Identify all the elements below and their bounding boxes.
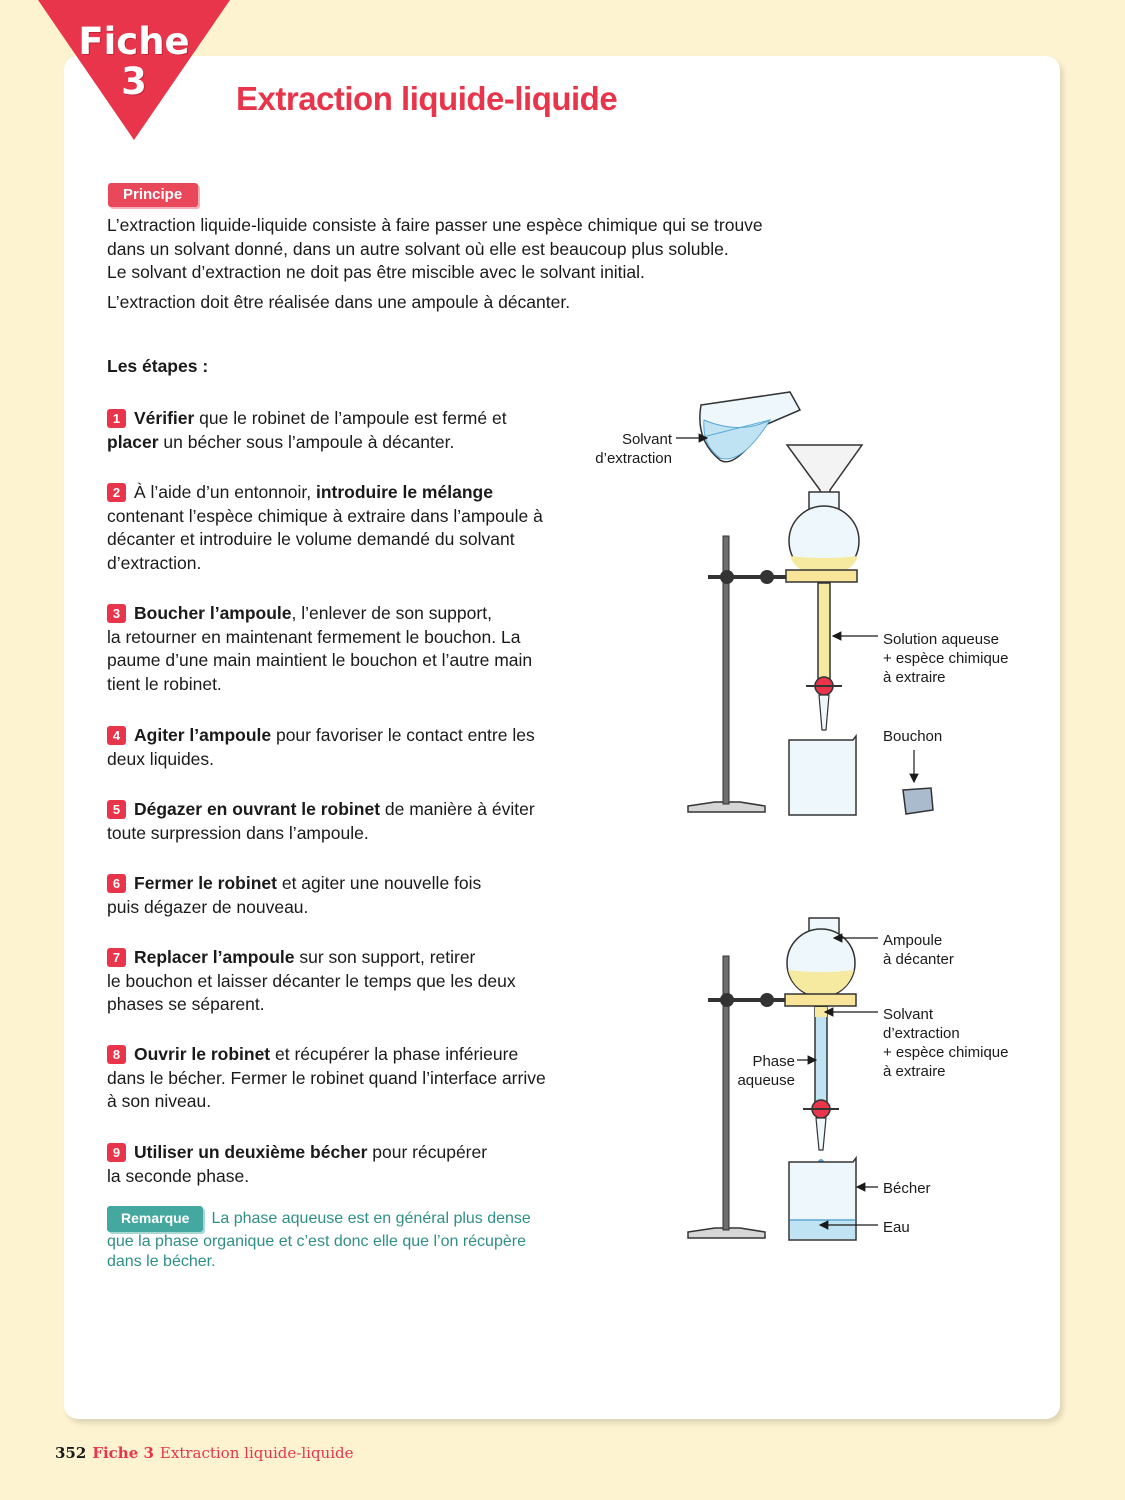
page-footer (55, 1444, 353, 1462)
principe-line: L’extraction doit être réalisée dans une ampoule à décanter. (107, 291, 571, 312)
label-solvant: Solvant (621, 431, 672, 448)
label-bouchon: Bouchon (883, 728, 943, 745)
step-number: 7 (107, 948, 126, 967)
step-bold: Agiter l’ampoule (134, 725, 272, 745)
step-bold: introduire le mélange (315, 482, 493, 502)
remarque-text: La phase aqueuse est en général plus dense que la phase organique et c’est donc elle que l’on récupère dans le bécher. (107, 1210, 531, 1270)
step-number: 8 (107, 1045, 126, 1064)
pouring-flask (700, 392, 800, 462)
page-title: Extraction liquide-liquide (236, 80, 618, 117)
step-bold: Replacer l’ampoule (134, 947, 295, 967)
step-number: 4 (107, 726, 126, 745)
step-text: que le robinet de l’ampoule est fermé et (194, 408, 507, 428)
step-bold: Vérifier (134, 408, 195, 428)
separatory-funnel-2 (785, 918, 856, 1180)
steps-heading: Les étapes : (107, 356, 209, 376)
footer-title: Extraction liquide-liquide (159, 1444, 354, 1462)
step-number: 5 (107, 800, 126, 819)
step-text: la seconde phase. (107, 1165, 250, 1186)
label-becher: Bécher (883, 1180, 931, 1197)
step-text: puis dégazer de nouveau. (107, 896, 309, 917)
label-phase: aqueuse (737, 1072, 795, 1089)
label-ampoule: à décanter (883, 951, 954, 968)
label-solvant-2: à extraire (883, 1063, 946, 1080)
step-bold: placer (107, 431, 159, 452)
step-text: , l’enlever de son support, (291, 603, 492, 623)
step-number: 3 (107, 604, 126, 623)
principe-line: dans un solvant donné, dans un autre solvant où elle est beaucoup plus soluble. (107, 238, 729, 259)
stopper (903, 788, 933, 814)
label-solvant-2: Solvant (883, 1006, 934, 1023)
step-bold: Dégazer en ouvrant le robinet (134, 799, 381, 819)
step-bold: Ouvrir le robinet (134, 1044, 271, 1064)
step-text: pour favoriser le contact entre les deux liquides. (107, 725, 535, 769)
label-solvant-2: + espèce chimique (883, 1044, 1009, 1061)
label-solution: à extraire (883, 669, 946, 686)
label-solution: Solution aqueuse (883, 631, 999, 648)
step-text: contenant l’espèce chimique à extraire dans l’ampoule à décanter et introduire le volume demandé du solvant d’extraction. (107, 505, 543, 573)
step-bold: Fermer le robinet (134, 873, 277, 893)
label-solvant: d’extraction (595, 450, 672, 467)
label-solvant-2: d’extraction (883, 1025, 960, 1042)
label-ampoule: Ampoule (883, 932, 943, 949)
step-text: et agiter une nouvelle fois (276, 873, 482, 893)
step-text: et récupérer la phase inférieure dans le bécher. Fermer le robinet quand l’interface arrive à son niveau. (107, 1044, 546, 1111)
step-text: le bouchon et laisser décanter le temps que les deux phases se séparent. (107, 970, 516, 1014)
step-text: sur son support, retirer (294, 947, 476, 967)
step-number: 1 (107, 409, 126, 428)
remarque-tag: Remarque (107, 1206, 203, 1232)
label-phase: Phase (752, 1053, 795, 1070)
step-bold: Boucher l’ampoule (134, 603, 292, 623)
step-text: la retourner en maintenant fermement le bouchon. La paume d’une main maintient le bouchon et l’autre main tient le robinet. (107, 626, 533, 694)
stand-1 (688, 536, 790, 812)
step-number: 9 (107, 1143, 126, 1162)
separatory-funnel-1 (786, 492, 859, 730)
principe-line: Le solvant d’extraction ne doit pas être miscible avec le solvant initial. (107, 262, 645, 282)
footer-fiche: Fiche 3 (92, 1444, 154, 1462)
beaker-1 (789, 736, 856, 815)
principe-tag: Principe (108, 183, 198, 207)
principe-line: L’extraction liquide-liquide consiste à faire passer une espèce chimique qui se trouve (107, 215, 763, 235)
step-text: À l’aide d’un entonnoir, (134, 482, 316, 502)
step-bold: Utiliser un deuxième bécher (134, 1142, 368, 1162)
stand-2 (688, 956, 790, 1238)
step-text: un bécher sous l’ampoule à décanter. (158, 431, 455, 452)
label-eau: Eau (883, 1219, 910, 1236)
page-number: 352 (55, 1444, 87, 1462)
step-text: de manière à éviter toute surpression dans l’ampoule. (107, 799, 535, 843)
label-solution: + espèce chimique (883, 650, 1009, 667)
step-number: 2 (107, 483, 126, 502)
fiche-label: Fiche (78, 20, 190, 63)
step-number: 6 (107, 874, 126, 893)
fiche-number: 3 (121, 60, 147, 103)
beaker-2 (789, 1158, 856, 1240)
step-text: pour récupérer (367, 1142, 488, 1162)
